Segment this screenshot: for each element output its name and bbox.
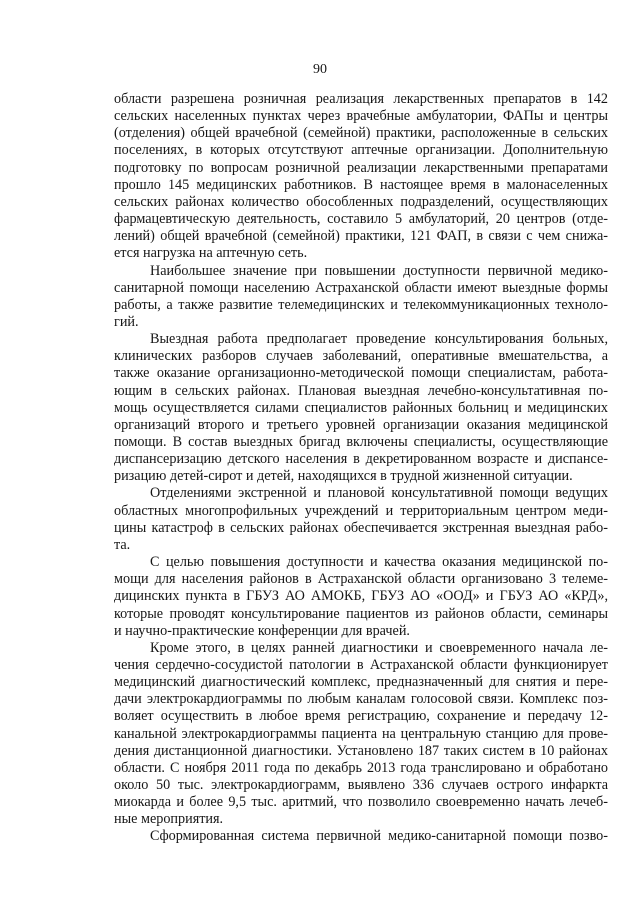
page-number: 90 — [313, 62, 327, 77]
text-line: которые проводят консультирование пациентов из районов области, семинары — [114, 605, 608, 622]
text-line: ные мероприятия. — [114, 811, 224, 828]
text-line: гий. — [114, 313, 139, 330]
paragraph-first-line: Наибольшее значение при повышении доступности первичной медико- — [150, 262, 608, 279]
text-line: ется нагрузка на аптечную сеть. — [114, 245, 308, 262]
text-line: та. — [114, 536, 131, 553]
text-line: помощи. В состав выездных бригад включены специалисты, осуществляющие — [114, 434, 608, 450]
paragraph-first-line: Отделениями экстренной и плановой консультативной помощи ведущих — [150, 485, 608, 502]
text-line: сельских населенных пунктах через врачебные амбулатории, ФАПы и центры — [114, 108, 608, 125]
text-line: санитарной помощи населению Астраханской области имеют выездные формы — [114, 279, 608, 296]
text-line: клинических разборов случаев заболеваний, оперативные вмешательства, а — [114, 348, 608, 365]
text-line: поселениях, в которых отсутствуют аптечные организации. Дополнительную — [114, 142, 608, 159]
text-line: подготовку по вопросам розничной реализации лекарственными препаратами — [114, 159, 608, 176]
text-line: также оказание организационно-методической помощи специалистам, работа- — [114, 365, 608, 382]
text-line: канальной электрокардиограммы пациента на центральную станцию для прове- — [114, 725, 608, 742]
paragraph-first-line: Сформированная система первичной медико-санитарной помощи позво- — [150, 828, 608, 845]
text-line: дачи электрокардиограммы по любым каналам голосовой связи. Комплекс поз- — [114, 691, 608, 708]
text-line: организаций второго и третьего уровней организации оказания медицинской — [114, 416, 608, 433]
text-line: фармацевтическую деятельность, составило 5 амбулаторий, 20 центров (отде- — [114, 211, 608, 227]
text-line: цины катастроф в сельских районах обеспечивается экстренная выездная рабо- — [114, 519, 608, 536]
paragraph-first-line: Кроме этого, в целях ранней диагностики и своевременного начала ле- — [150, 639, 608, 656]
text-line: ризацию детей-сирот и детей, находящихся в трудной жизненной ситуации. — [114, 468, 573, 485]
text-line: мощь осуществляется силами специалистов районных больниц и медицинских — [114, 399, 608, 416]
text-line: лений) общей врачебной (семейной) практики, 121 ФАП, в связи с чем снижа- — [114, 228, 608, 245]
text-line: диспансеризацию детского населения в декретированном возрасте и диспансе- — [114, 451, 608, 468]
text-line: мощи для населения районов в Астраханской области организовано 3 телеме- — [114, 571, 608, 588]
text-line: воляет осуществить в любое время регистрацию, сохранение и передачу 12- — [114, 708, 608, 725]
text-line: около 50 тыс. электрокардиограмм, выявлено 336 случаев острого инфаркта — [114, 777, 608, 793]
text-line: областных многопрофильных учреждений и территориальным центром меди- — [114, 502, 608, 519]
text-line: дения дистанционной диагностики. Установлено 187 таких систем в 10 районах — [114, 742, 608, 759]
paragraph-first-line: С целью повышения доступности и качества оказания медицинской по- — [150, 554, 608, 570]
text-line: и научно-практические конференции для врачей. — [114, 622, 410, 639]
text-line: (отделения) общей врачебной (семейной) практики, расположенные в сельских — [114, 125, 608, 142]
text-line: медицинский диагностический комплекс, предназначенный для снятия и пере- — [114, 674, 608, 691]
text-line: области. С ноября 2011 года по декабрь 2013 года транслировано и обработано — [114, 759, 608, 776]
text-line: работы, а также развитие телемедицинских и телекоммуникационных техноло- — [114, 296, 608, 313]
text-line: прошло 145 медицинских работников. В настоящее время в малонаселенных — [114, 176, 608, 193]
text-line: ющим в сельских районах. Плановая выездная лечебно-консультативная по- — [114, 382, 608, 399]
paragraph-first-line: Выездная работа предполагает проведение консультирования больных, — [150, 331, 608, 348]
text-line: области разрешена розничная реализация лекарственных препаратов в 142 — [114, 91, 608, 107]
text-line: дицинских пункта в ГБУЗ АО АМОКБ, ГБУЗ АО «ООД» и ГБУЗ АО «КРД», — [114, 588, 608, 605]
text-line: миокарда и более 9,5 тыс. аритмий, что позволило своевременно начать лечеб- — [114, 794, 608, 811]
text-line: чения сердечно-сосудистой патологии в Астраханской области функционирует — [114, 656, 608, 673]
text-line: сельских районах количество обособленных подразделений, осуществляющих — [114, 193, 608, 210]
